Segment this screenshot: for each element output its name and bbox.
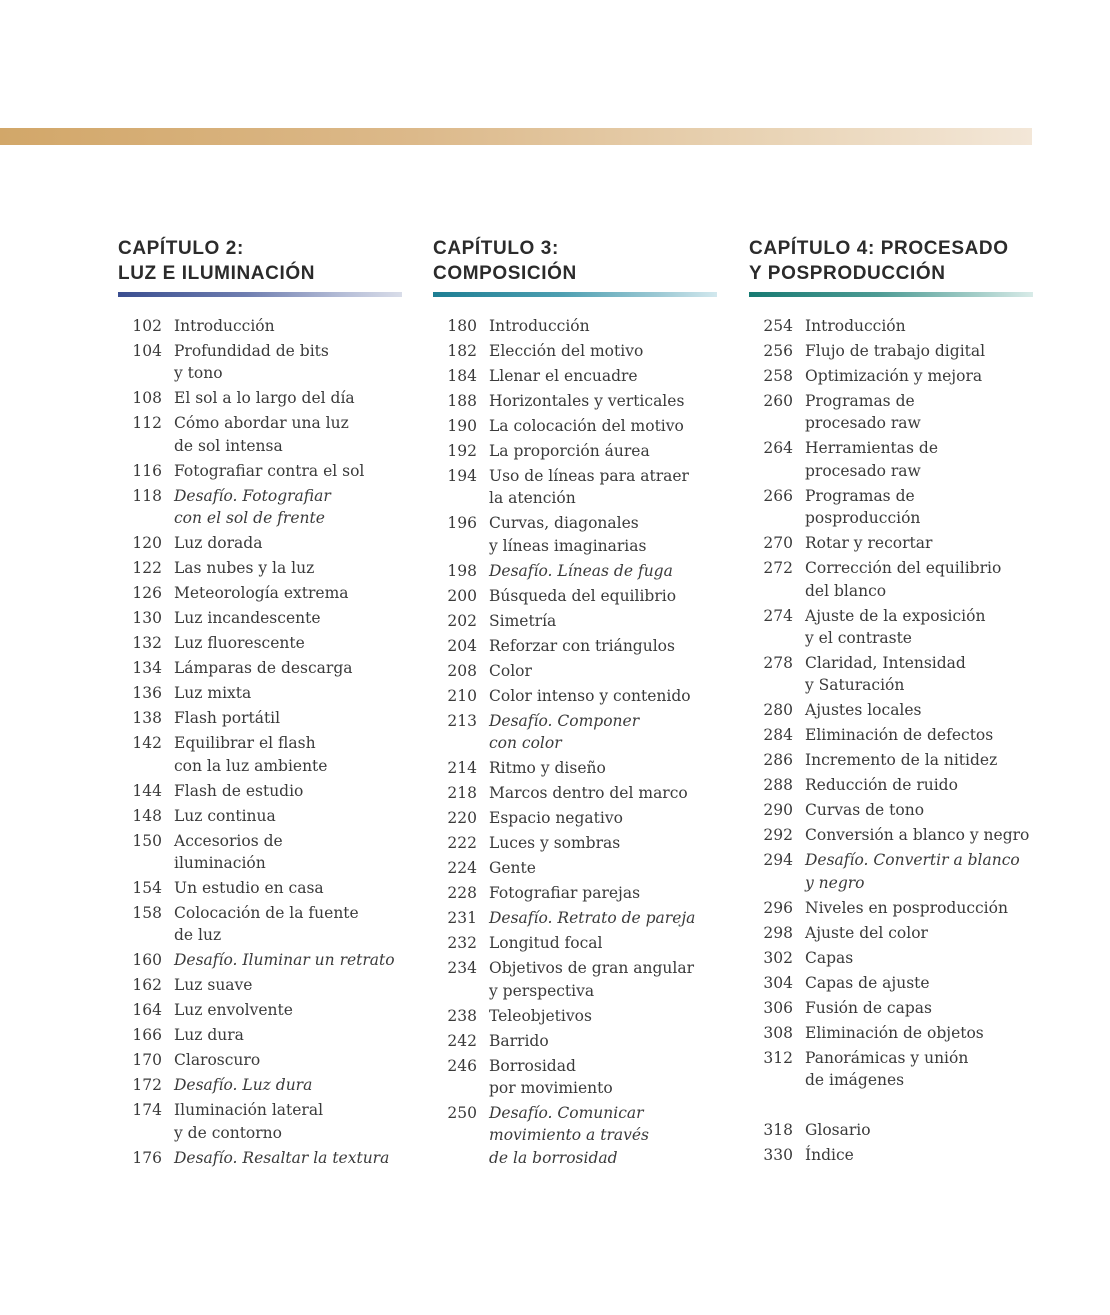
toc-entry[interactable] xyxy=(118,830,402,875)
chapter-rule xyxy=(118,292,402,297)
toc-entry-title: Luz fluorescente xyxy=(174,634,305,653)
toc-entry-title: Reforzar con triángulos xyxy=(489,636,675,655)
toc-page-number: 192 xyxy=(447,442,477,460)
toc-entry-title: Luz mixta xyxy=(174,684,252,703)
toc-page-number: 108 xyxy=(132,389,162,408)
toc-page-number: 120 xyxy=(132,534,162,553)
chapter-rule xyxy=(749,292,1033,297)
toc-entry-title: Lámparas de descarga xyxy=(174,659,353,678)
toc-page-number: 158 xyxy=(132,904,162,923)
toc-page-number: 250 xyxy=(447,1104,477,1123)
toc-list xyxy=(749,315,1033,1092)
chapter-3-column xyxy=(433,236,717,1172)
toc-entry-title: Optimización y mejora xyxy=(805,367,983,385)
chapter-title-line-2: COMPOSICIÓN xyxy=(433,263,577,284)
toc-entry[interactable] xyxy=(749,724,1033,746)
toc-page-number: 148 xyxy=(132,806,162,825)
toc-entry[interactable] xyxy=(749,997,1033,1019)
toc-page-number: 292 xyxy=(763,826,793,845)
toc-entry-title: El sol a lo largo del día xyxy=(174,389,355,408)
toc-page-number: 208 xyxy=(447,661,477,680)
toc-page-number: 330 xyxy=(763,1146,793,1164)
toc-entry-title: Las nubes y la luz xyxy=(174,559,315,578)
toc-page-number: 176 xyxy=(132,1148,162,1167)
toc-entry[interactable] xyxy=(433,807,717,829)
toc-entry[interactable] xyxy=(749,897,1033,919)
toc-entry-title: Flash portátil xyxy=(174,709,281,728)
toc-entry-title: Marcos dentro del marco xyxy=(489,784,688,803)
toc-entry-title: Claroscuro xyxy=(174,1051,261,1070)
toc-page-number: 102 xyxy=(132,317,162,335)
toc-entry-title: Luz dorada xyxy=(174,534,263,553)
toc-page-number: 190 xyxy=(447,417,477,435)
toc-entry-title: Desafío. Fotografiar con el sol de frente xyxy=(174,486,331,528)
toc-entry[interactable] xyxy=(118,732,402,777)
toc-page-number: 258 xyxy=(763,367,793,385)
toc-entry[interactable] xyxy=(118,682,402,704)
toc-entry-title: Programas de posproducción xyxy=(805,486,921,528)
toc-entry[interactable] xyxy=(118,557,402,579)
toc-entry[interactable] xyxy=(749,340,1033,362)
toc-entry-title: Panorámicas y unión de imágenes xyxy=(805,1048,969,1090)
toc-entry[interactable] xyxy=(433,782,717,804)
toc-entry[interactable] xyxy=(118,532,402,554)
toc-page-number: 224 xyxy=(447,859,477,878)
chapter-title xyxy=(749,236,1033,286)
toc-entry[interactable] xyxy=(433,660,717,682)
toc-entry-title: Flujo de trabajo digital xyxy=(805,342,986,360)
toc-entry-title: La colocación del motivo xyxy=(489,417,684,435)
toc-entry-title: Desafío. Convertir a blanco y negro xyxy=(805,851,1020,892)
toc-page-number: 144 xyxy=(132,781,162,800)
toc-page-number: 174 xyxy=(132,1101,162,1120)
toc-page-number: 246 xyxy=(447,1056,477,1075)
toc-page-number: 242 xyxy=(447,1031,477,1050)
toc-entry-title: Capas de ajuste xyxy=(805,973,930,992)
toc-entry-title: Borrosidad por movimiento xyxy=(489,1056,613,1098)
toc-entry-title: Búsqueda del equilibrio xyxy=(489,586,677,605)
toc-entry[interactable] xyxy=(749,774,1033,796)
toc-page-number: 308 xyxy=(763,1023,793,1042)
toc-entry-title: Desafío. Retrato de pareja xyxy=(489,909,696,928)
toc-page-number: 116 xyxy=(132,461,162,480)
toc-page-number: 200 xyxy=(447,586,477,605)
toc-page-number: 306 xyxy=(763,998,793,1017)
toc-entry[interactable] xyxy=(118,902,402,947)
toc-entry[interactable] xyxy=(433,757,717,779)
toc-entry-title: Rotar y recortar xyxy=(805,534,933,553)
toc-entry-title: Niveles en posproducción xyxy=(805,898,1008,917)
toc-page-number: 256 xyxy=(763,342,793,360)
toc-entry-title: Desafío. Líneas de fuga xyxy=(489,561,673,580)
toc-page-number: 220 xyxy=(447,809,477,828)
toc-list xyxy=(433,315,717,1169)
toc-entry[interactable] xyxy=(433,1102,717,1169)
toc-page-number: 270 xyxy=(763,534,793,553)
toc-entry[interactable] xyxy=(118,460,402,482)
toc-entry-title: Ajustes locales xyxy=(805,701,922,720)
chapter-rule xyxy=(433,292,717,297)
toc-entry[interactable] xyxy=(433,832,717,854)
toc-entry[interactable] xyxy=(749,749,1033,771)
toc-entry-title: Accesorios de iluminación xyxy=(174,831,283,873)
toc-page-number: 304 xyxy=(763,973,793,992)
toc-page-number: 228 xyxy=(447,884,477,903)
chapter-title-line-1: CAPÍTULO 4: PROCESADO xyxy=(749,238,1009,259)
toc-entry-title: Flash de estudio xyxy=(174,781,304,800)
toc-entry[interactable] xyxy=(433,1005,717,1027)
toc-page-number: 302 xyxy=(763,948,793,967)
toc-entry[interactable] xyxy=(749,605,1033,650)
toc-page-number: 298 xyxy=(763,923,793,942)
toc-entry-title: Gente xyxy=(489,859,536,878)
toc-entry[interactable] xyxy=(433,560,717,582)
chapter-title-line-1: CAPÍTULO 2: xyxy=(118,238,244,259)
toc-page-number: 170 xyxy=(132,1051,162,1070)
toc-entry[interactable] xyxy=(433,512,717,557)
toc-page-number: 142 xyxy=(132,734,162,753)
toc-entry-title: Desafío. Iluminar un retrato xyxy=(174,951,395,970)
toc-entry-title: Desafío. Comunicar movimiento a través de la borrosidad xyxy=(489,1104,649,1167)
toc-entry[interactable] xyxy=(749,1022,1033,1044)
toc-entry-title: Ritmo y diseño xyxy=(489,759,606,778)
toc-entry-title: Luz incandescente xyxy=(174,609,321,628)
toc-entry-title: Índice xyxy=(805,1146,854,1164)
toc-entry[interactable] xyxy=(749,824,1033,846)
toc-entry[interactable] xyxy=(433,932,717,954)
toc-entry[interactable] xyxy=(749,557,1033,602)
toc-page-number: 150 xyxy=(132,831,162,850)
toc-page-number: 231 xyxy=(447,909,477,928)
toc-entry-title: Corrección del equilibrio del blanco xyxy=(805,559,1002,600)
toc-entry-title: Introducción xyxy=(489,317,590,335)
toc-page-number: 222 xyxy=(447,834,477,853)
toc-entry[interactable] xyxy=(118,1049,402,1071)
toc-page-number: 162 xyxy=(132,976,162,995)
toc-page-number: 238 xyxy=(447,1006,477,1025)
toc-entry-title: Eliminación de objetos xyxy=(805,1023,984,1042)
toc-entry[interactable] xyxy=(749,972,1033,994)
toc-entry[interactable] xyxy=(749,315,1033,337)
toc-page-number: 138 xyxy=(132,709,162,728)
toc-entry[interactable] xyxy=(433,440,717,462)
toc-entry[interactable] xyxy=(433,585,717,607)
toc-entry[interactable] xyxy=(118,315,402,337)
toc-page-number: 198 xyxy=(447,561,477,580)
toc-entry[interactable] xyxy=(433,882,717,904)
toc-entry[interactable] xyxy=(118,974,402,996)
toc-entry-title: Objetivos de gran angular y perspectiva xyxy=(489,959,695,1000)
toc-entry-title: Luz envolvente xyxy=(174,1001,293,1020)
toc-entry[interactable] xyxy=(433,1030,717,1052)
toc-page-number: 196 xyxy=(447,514,477,533)
toc-entry-title: Conversión a blanco y negro xyxy=(805,826,1030,845)
toc-entry-title: Luz continua xyxy=(174,806,276,825)
toc-entry[interactable] xyxy=(118,582,402,604)
toc-entry[interactable] xyxy=(433,340,717,362)
toc-entry[interactable] xyxy=(749,947,1033,969)
toc-page-number: 284 xyxy=(763,726,793,745)
toc-entry-title: Incremento de la nitidez xyxy=(805,751,998,770)
toc-entry-title: Color intenso y contenido xyxy=(489,686,691,705)
toc-entry-title: Claridad, Intensidad y Saturación xyxy=(805,654,966,695)
toc-entry[interactable] xyxy=(749,922,1033,944)
chapter-4-column xyxy=(749,236,1033,1094)
toc-entry-title: Desafío. Resaltar la textura xyxy=(174,1148,390,1167)
toc-page-number: 202 xyxy=(447,611,477,630)
toc-entry[interactable] xyxy=(118,412,402,457)
toc-entry[interactable] xyxy=(749,799,1033,821)
toc-entry-title: Horizontales y verticales xyxy=(489,392,685,410)
toc-page-number: 290 xyxy=(763,801,793,820)
toc-entry-title: Introducción xyxy=(174,317,275,335)
toc-entry[interactable] xyxy=(749,532,1033,554)
toc-entry-title: Ajuste del color xyxy=(805,923,928,942)
toc-page-number: 264 xyxy=(763,439,793,458)
toc-entry[interactable] xyxy=(118,387,402,409)
toc-entry-title: Curvas, diagonales y líneas imaginarias xyxy=(489,514,647,555)
decorative-gradient-band xyxy=(0,128,1032,145)
toc-entry[interactable] xyxy=(118,707,402,729)
toc-entry-title: La proporción áurea xyxy=(489,442,650,460)
toc-entry-title: Desafío. Luz dura xyxy=(174,1076,313,1095)
toc-page-number: 218 xyxy=(447,784,477,803)
chapter-2-column xyxy=(118,236,402,1172)
back-matter-list xyxy=(749,1119,1033,1169)
toc-page-number: 184 xyxy=(447,367,477,385)
toc-entry-title: Simetría xyxy=(489,611,557,630)
chapter-title-line-2: LUZ E ILUMINACIÓN xyxy=(118,263,316,284)
toc-entry[interactable] xyxy=(118,340,402,385)
toc-page-number: 214 xyxy=(447,759,477,778)
toc-page-number: 180 xyxy=(447,317,477,335)
toc-page-number: 213 xyxy=(447,711,477,730)
toc-entry-title: Fotografiar contra el sol xyxy=(174,461,365,480)
toc-entry[interactable] xyxy=(118,877,402,899)
toc-page-number: 112 xyxy=(132,414,162,433)
toc-entry[interactable] xyxy=(749,1119,1033,1141)
toc-entry-title: Longitud focal xyxy=(489,934,603,953)
toc-page-number: 166 xyxy=(132,1026,162,1045)
chapter-title xyxy=(433,236,717,286)
toc-entry-title: Introducción xyxy=(805,317,906,335)
toc-entry-title: Ajuste de la exposición y el contraste xyxy=(805,606,986,648)
chapter-title xyxy=(118,236,402,286)
toc-page-number: 134 xyxy=(132,659,162,678)
toc-entry-title: Profundidad de bits y tono xyxy=(174,342,329,383)
toc-entry-title: Capas xyxy=(805,948,854,967)
toc-entry-title: Iluminación lateral y de contorno xyxy=(174,1101,324,1142)
toc-page-number: 154 xyxy=(132,879,162,898)
toc-entry-title: Luces y sombras xyxy=(489,834,621,853)
toc-page-number: 210 xyxy=(447,686,477,705)
toc-entry[interactable] xyxy=(118,1024,402,1046)
toc-entry[interactable] xyxy=(433,465,717,510)
toc-entry-title: Color xyxy=(489,661,532,680)
toc-page-number: 318 xyxy=(763,1121,793,1139)
toc-entry[interactable] xyxy=(433,365,717,387)
toc-entry[interactable] xyxy=(118,780,402,802)
toc-entry[interactable] xyxy=(433,710,717,755)
toc-entry[interactable] xyxy=(118,949,402,971)
toc-page-number: 266 xyxy=(763,486,793,505)
toc-entry[interactable] xyxy=(118,485,402,530)
toc-entry-title: Herramientas de procesado raw xyxy=(805,439,939,480)
toc-entry-title: Luz dura xyxy=(174,1026,244,1045)
toc-page-number: 104 xyxy=(132,342,162,360)
toc-entry[interactable] xyxy=(433,957,717,1002)
toc-entry-title: Un estudio en casa xyxy=(174,879,324,898)
toc-entry-title: Curvas de tono xyxy=(805,801,925,820)
toc-page-number: 294 xyxy=(763,851,793,870)
toc-page-number: 160 xyxy=(132,951,162,970)
toc-entry-title: Cómo abordar una luz de sol intensa xyxy=(174,414,349,455)
toc-entry[interactable] xyxy=(118,805,402,827)
toc-entry[interactable] xyxy=(433,415,717,437)
toc-entry[interactable] xyxy=(433,685,717,707)
toc-entry[interactable] xyxy=(749,699,1033,721)
toc-page-number: 164 xyxy=(132,1001,162,1020)
toc-entry[interactable] xyxy=(118,607,402,629)
toc-entry-title: Fotografiar parejas xyxy=(489,884,641,903)
toc-entry[interactable] xyxy=(433,857,717,879)
toc-entry[interactable] xyxy=(433,907,717,929)
toc-entry[interactable] xyxy=(749,652,1033,697)
chapter-title-line-2: Y POSPRODUCCIÓN xyxy=(749,263,946,284)
toc-entry-title: Uso de líneas para atraer la atención xyxy=(489,467,689,508)
toc-entry[interactable] xyxy=(118,632,402,654)
toc-entry-title: Colocación de la fuente de luz xyxy=(174,904,359,945)
toc-entry[interactable] xyxy=(749,390,1033,435)
toc-entry-title: Luz suave xyxy=(174,976,253,995)
toc-entry[interactable] xyxy=(433,635,717,657)
toc-entry[interactable] xyxy=(118,657,402,679)
chapter-title-line-1: CAPÍTULO 3: xyxy=(433,238,559,259)
toc-entry-title: Fusión de capas xyxy=(805,998,932,1017)
toc-page-number: 288 xyxy=(763,776,793,795)
toc-page-number: 130 xyxy=(132,609,162,628)
toc-entry[interactable] xyxy=(433,1055,717,1100)
toc-entry-title: Elección del motivo xyxy=(489,342,644,360)
toc-page-number: 296 xyxy=(763,898,793,917)
toc-entry[interactable] xyxy=(749,365,1033,387)
toc-page-number: 280 xyxy=(763,701,793,720)
toc-page-number: 254 xyxy=(763,317,793,335)
toc-page-number: 272 xyxy=(763,559,793,578)
toc-entry-title: Barrido xyxy=(489,1031,549,1050)
toc-entry[interactable] xyxy=(749,485,1033,530)
toc-page-number: 118 xyxy=(132,486,162,505)
toc-page-number: 136 xyxy=(132,684,162,703)
toc-entry-title: Teleobjetivos xyxy=(489,1006,592,1025)
toc-entry-title: Llenar el encuadre xyxy=(489,367,638,385)
toc-entry[interactable] xyxy=(433,315,717,337)
toc-page-number: 286 xyxy=(763,751,793,770)
toc-entry[interactable] xyxy=(749,849,1033,894)
toc-page-number: 126 xyxy=(132,584,162,603)
toc-page-number: 232 xyxy=(447,934,477,953)
toc-entry-title: Programas de procesado raw xyxy=(805,392,921,433)
toc-entry[interactable] xyxy=(118,1074,402,1096)
toc-entry[interactable] xyxy=(433,390,717,412)
toc-page-number: 312 xyxy=(763,1048,793,1067)
toc-entry-title: Glosario xyxy=(805,1121,871,1139)
toc-page-number: 132 xyxy=(132,634,162,653)
toc-entry-title: Meteorología extrema xyxy=(174,584,349,603)
toc-entry[interactable] xyxy=(749,1144,1033,1166)
toc-page-number: 188 xyxy=(447,392,477,410)
toc-page-number: 122 xyxy=(132,559,162,578)
toc-page-number: 194 xyxy=(447,467,477,485)
toc-page-number: 278 xyxy=(763,654,793,673)
toc-entry-title: Equilibrar el flash con la luz ambiente xyxy=(174,734,328,775)
toc-entry-title: Eliminación de defectos xyxy=(805,726,994,745)
toc-entry[interactable] xyxy=(749,1047,1033,1092)
toc-page-number: 234 xyxy=(447,959,477,978)
toc-page-number: 260 xyxy=(763,392,793,410)
toc-entry-title: Desafío. Componer con color xyxy=(489,711,640,753)
toc-entry[interactable] xyxy=(749,437,1033,482)
toc-page-number: 182 xyxy=(447,342,477,360)
toc-list xyxy=(118,315,402,1169)
toc-entry[interactable] xyxy=(118,999,402,1021)
toc-entry-title: Reducción de ruido xyxy=(805,776,958,795)
toc-entry[interactable] xyxy=(118,1147,402,1169)
toc-page-number: 274 xyxy=(763,606,793,625)
toc-entry-title: Espacio negativo xyxy=(489,809,623,828)
toc-entry[interactable] xyxy=(118,1099,402,1144)
toc-page-number: 204 xyxy=(447,636,477,655)
toc-entry[interactable] xyxy=(433,610,717,632)
toc-page-number: 172 xyxy=(132,1076,162,1095)
